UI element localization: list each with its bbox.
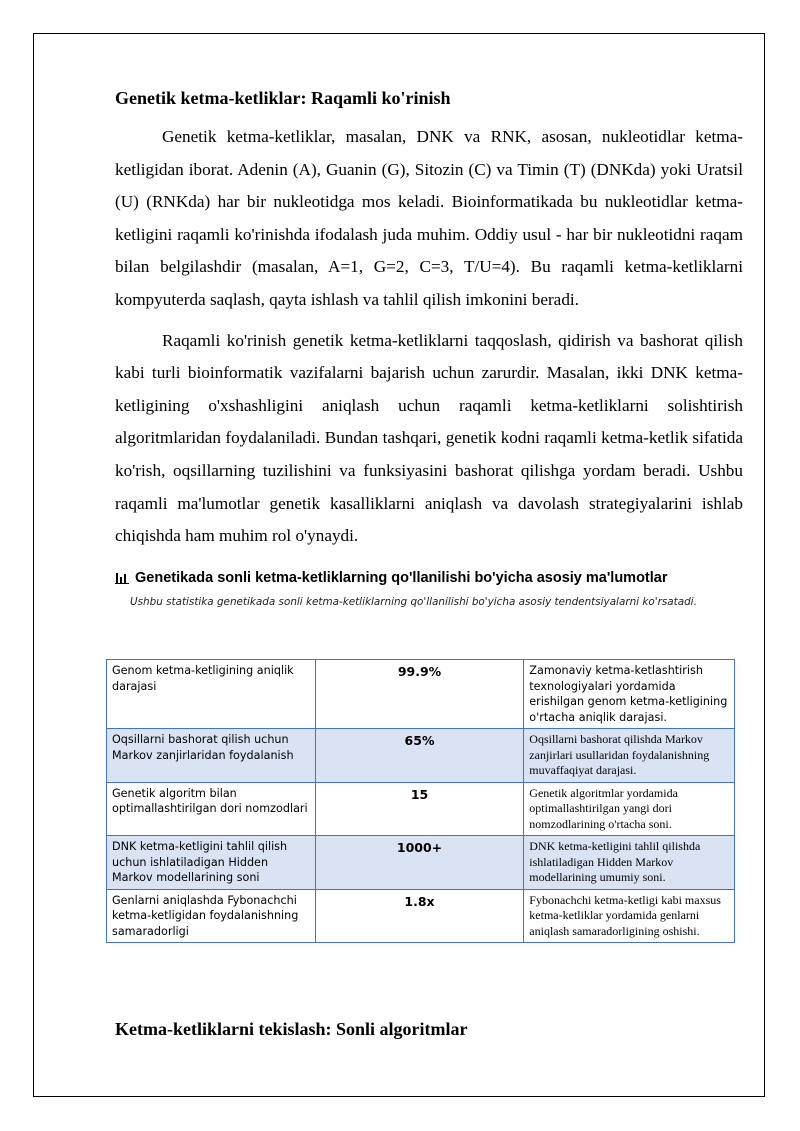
- table-row: [107, 660, 735, 729]
- stats-heading-text: Genetikada sonli ketma-ketliklarning qo'llanilishi bo'yicha asosiy ma'lumotlar: [135, 569, 668, 586]
- row-value: 15: [315, 782, 524, 836]
- row-label: Oqsillarni bashorat qilish uchun Markov zanjirlaridan foydalanish: [107, 729, 316, 783]
- row-label: Genetik algoritm bilan optimallashtirilgan dori nomzodlari: [107, 782, 316, 836]
- section-title: Genetik ketma-ketliklar: Raqamli ko'rinish: [115, 88, 451, 108]
- bar-chart-icon: [115, 571, 129, 584]
- table-row: [107, 782, 735, 836]
- row-description: Zamonaviy ketma-ketlashtirish texnologiyalari yordamida erishilgan genom ketma-ketligining o'rtacha aniqlik darajasi.: [524, 660, 735, 729]
- row-description: DNK ketma-ketligini tahlil qilishda ishlatiladigan Hidden Markov modellarining umumiy soni.: [524, 836, 735, 890]
- row-value: 65%: [315, 729, 524, 783]
- row-description: Oqsillarni bashorat qilishda Markov zanjirlari usullaridan foydalanishning muvaffaqiyat darajasi.: [524, 729, 735, 783]
- table-row: [107, 889, 735, 943]
- row-value: 1000+: [315, 836, 524, 890]
- row-value: 1.8x: [315, 889, 524, 943]
- table-row: [107, 836, 735, 890]
- stats-subtitle: Ushbu statistika genetikada sonli ketma-ketliklarning qo'llanilishi bo'yicha asosiy tendentsiyalarni ko'rsatadi.: [130, 595, 697, 608]
- row-description: Genetik algoritmlar yordamida optimallashtirilgan yangi dori nomzodlarining o'rtacha soni.: [524, 782, 735, 836]
- paragraph-2: Raqamli ko'rinish genetik ketma-ketliklarni taqqoslash, qidirish va bashorat qilish kabi turli bioinformatik vazifalarni bajarish uchun zarurdir. Masalan, ikki DNK ketma-ketligining o'xshashligini aniqlash uchun raqamli ketma-ketliklarni solishtirish algoritmlaridan foydalaniladi. Bundan tashqari, genetik kodni raqamli ketma-ketlik sifatida ko'rish, oqsillarning tuzilishini va funksiyasini bashorat qilishga yordam beradi. Ushbu raqamli ma'lumotlar genetik kasalliklarni aniqlash va davolash strategiyalarini ishlab chiqishda ham muhim rol o'ynaydi.: [115, 330, 743, 546]
- stats-heading: [115, 567, 743, 589]
- stats-table: [106, 659, 735, 943]
- document-content: [115, 85, 743, 610]
- row-label: DNK ketma-ketligini tahlil qilish uchun ishlatiladigan Hidden Markov modellarining soni: [107, 836, 316, 890]
- row-description: Fybonachchi ketma-ketligi kabi maxsus ketma-ketliklar yordamida genlarni aniqlash samaradorligining oshishi.: [524, 889, 735, 943]
- row-value: 99.9%: [315, 660, 524, 729]
- section-2-title: Ketma-ketliklarni tekislash: Sonli algoritmlar: [115, 1019, 468, 1039]
- table-row: [107, 729, 735, 783]
- row-label: Genlarni aniqlashda Fybonachchi ketma-ketligidan foydalanishning samaradorligi: [107, 889, 316, 943]
- paragraph-1: Genetik ketma-ketliklar, masalan, DNK va RNK, asosan, nukleotidlar ketma-ketligidan iborat. Adenin (A), Guanin (G), Sitozin (C) va Timin (T) (DNKda) yoki Uratsil (U) (RNKda) har bir nukleotidga mos keladi. Bioinformatikada bu nukleotidlar ketma-ketligini raqamli ko'rinishda ifodalash juda muhim. Oddiy usul - har bir nukleotidni raqam bilan belgilashdir (masalan, A=1, G=2, C=3, T/U=4). Bu raqamli ketma-ketliklarni kompyuterda saqlash, qayta ishlash va tahlil qilish imkonini beradi.: [115, 127, 743, 309]
- row-label: Genom ketma-ketligining aniqlik darajasi: [107, 660, 316, 729]
